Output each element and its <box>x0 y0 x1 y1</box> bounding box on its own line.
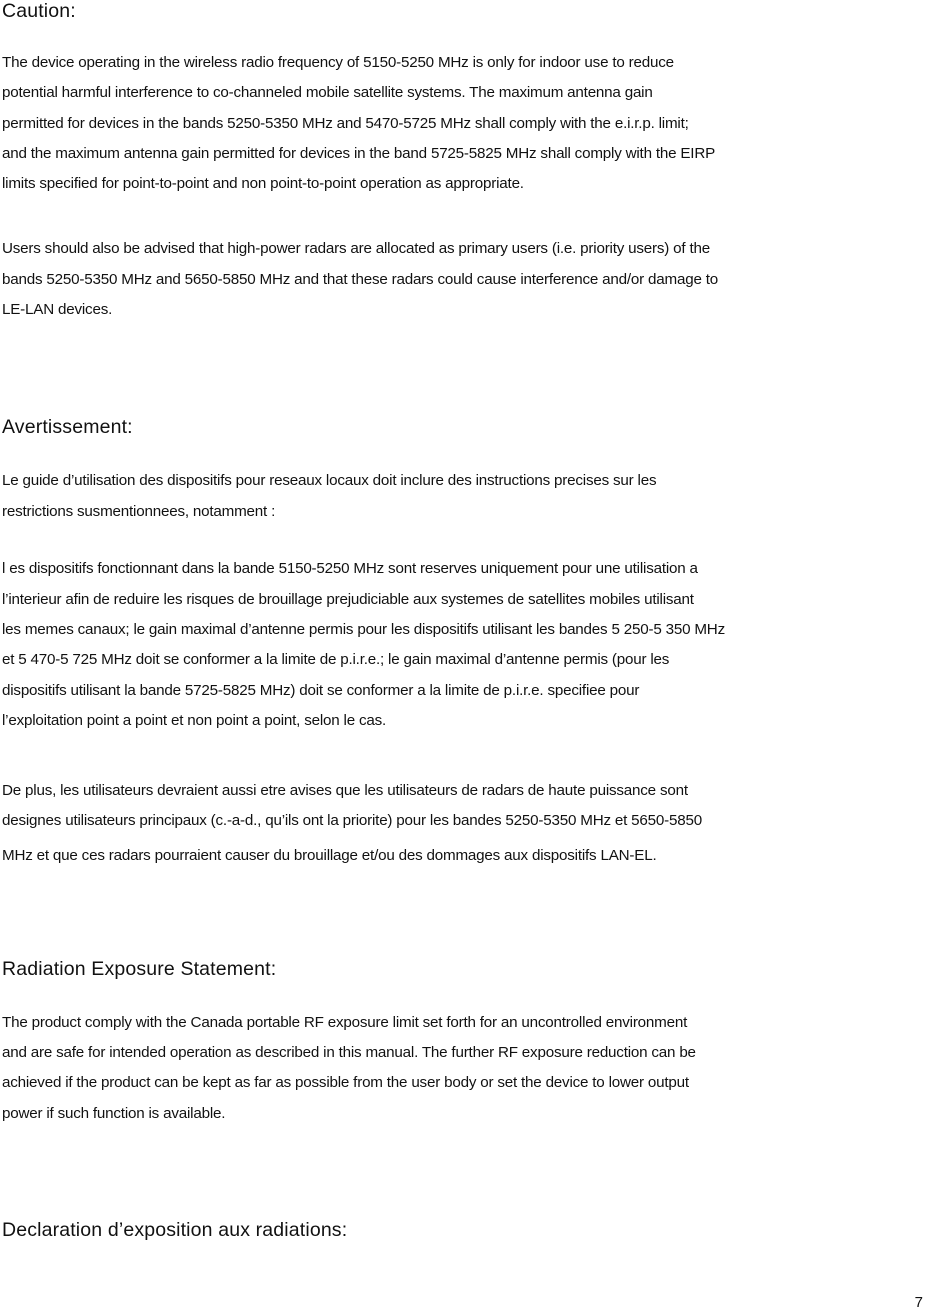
text-line: power if such function is available. <box>2 1105 226 1122</box>
text-line: dispositifs utilisant la bande 5725-5825 MHz) doit se conformer a la limite de p.i.r.e. specifiee pour <box>2 682 640 699</box>
text-line: and the maximum antenna gain permitted for devices in the band 5725-5825 MHz shall comply with the EIRP <box>2 145 716 162</box>
text-line: les memes canaux; le gain maximal d’antenne permis pour les dispositifs utilisant les bandes 5 250-5 350 MHz <box>2 621 725 638</box>
text-line: restrictions susmentionnees, notamment : <box>2 503 276 520</box>
text-line: designes utilisateurs principaux (c.-a-d., qu’ils ont la priorite) pour les bandes 5250-5350 MHz et 5650-5850 <box>2 812 703 829</box>
declaration-heading: Declaration d’exposition aux radiations: <box>2 1219 348 1241</box>
text-line: et 5 470-5 725 MHz doit se conformer a la limite de p.i.r.e.; le gain maximal d’antenne permis (pour les <box>2 651 670 668</box>
text-line: achieved if the product can be kept as far as possible from the user body or set the device to lower output <box>2 1074 689 1091</box>
text-line: potential harmful interference to co-channeled mobile satellite systems. The maximum antenna gain <box>2 84 653 101</box>
radiation-heading: Radiation Exposure Statement: <box>2 958 277 980</box>
text-line: bands 5250-5350 MHz and 5650-5850 MHz and that these radars could cause interference and/or damage to <box>2 271 719 288</box>
text-line: l’exploitation point a point et non point a point, selon le cas. <box>2 712 387 729</box>
text-line: l es dispositifs fonctionnant dans la bande 5150-5250 MHz sont reserves uniquement pour une utilisation a <box>2 560 698 577</box>
text-line: limits specified for point-to-point and non point-to-point operation as appropriate. <box>2 175 524 192</box>
page-number: 7 <box>914 1294 923 1311</box>
text-line: Users should also be advised that high-power radars are allocated as primary users (i.e. priority users) of the <box>2 240 710 257</box>
text-line: l’interieur afin de reduire les risques de brouillage prejudiciable aux systemes de satellites mobiles utilisant <box>2 591 694 608</box>
text-line: The product comply with the Canada portable RF exposure limit set forth for an uncontrolled environment <box>2 1014 688 1031</box>
text-line: and are safe for intended operation as described in this manual. The further RF exposure reduction can be <box>2 1044 696 1061</box>
text-line: MHz et que ces radars pourraient causer du brouillage et/ou des dommages aux dispositifs LAN-EL. <box>2 847 657 864</box>
avertissement-heading: Avertissement: <box>2 416 133 438</box>
text-line: De plus, les utilisateurs devraient aussi etre avises que les utilisateurs de radars de haute puissance sont <box>2 782 688 799</box>
caution-heading: Caution: <box>2 0 76 22</box>
text-line: LE-LAN devices. <box>2 301 113 318</box>
text-line: Le guide d’utilisation des dispositifs pour reseaux locaux doit inclure des instructions precises sur les <box>2 472 657 489</box>
text-line: permitted for devices in the bands 5250-5350 MHz and 5470-5725 MHz shall comply with the e.i.r.p. limit; <box>2 115 689 132</box>
text-line: The device operating in the wireless radio frequency of 5150-5250 MHz is only for indoor use to reduce <box>2 54 674 71</box>
